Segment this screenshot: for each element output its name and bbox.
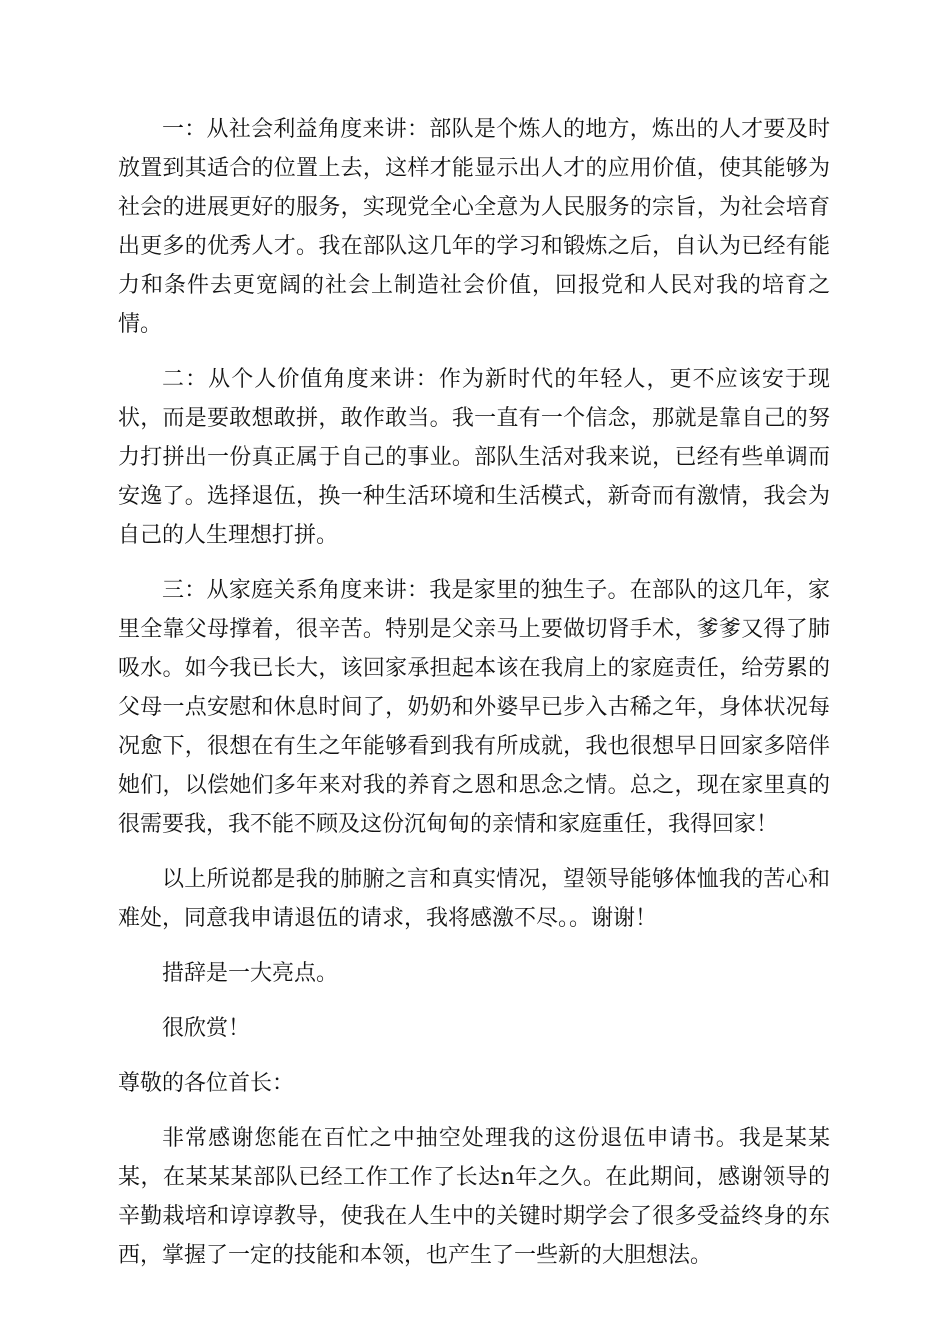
document-page xyxy=(118,110,830,1275)
comment-appreciation: 很欣赏！ xyxy=(162,1016,251,1041)
paragraph-social-benefit: 一：从社会利益角度来讲：部队是个炼人的地方，炼出的人才要及时放置到其适合的位置上去，这样才能显示出人才的应用价值，使其能够为社会的进展更好的服务，实现党全心全意为人民服务的宗旨，为社会培育出更多的优秀人才。我在部队这几年的学习和锻炼之后，自认为已经有能力和条件去更宽阔的社会上制造社会价值，回报党和人民对我的培育之情。 xyxy=(118,117,830,337)
paragraph-introduction: 非常感谢您能在百忙之中抽空处理我的这份退伍申请书。我是某某某，在某某某部队已经工作工作了长达n年之久。在此期间，感谢领导的辛勤栽培和谆谆教导，使我在人生中的关键时期学会了很多受益终身的东西，掌握了一定的技能和本领，也产生了一些新的大胆想法。 xyxy=(118,1126,830,1268)
comment-wording: 措辞是一大亮点。 xyxy=(162,961,339,986)
salutation: 尊敬的各位首长： xyxy=(118,1071,295,1096)
paragraph-family: 三：从家庭关系角度来讲：我是家里的独生子。在部队的这几年，家里全靠父母撑着，很辛苦。特别是父亲马上要做切肾手术，爹爹又得了肺吸水。如今我已长大，该回家承担起本该在我肩上的家庭责任，给劳累的父母一点安慰和休息时间了，奶奶和外婆早已步入古稀之年，身体状况每况愈下，很想在有生之年能够看到我有所成就，我也很想早日回家多陪伴她们，以偿她们多年来对我的养育之恩和思念之情。总之，现在家里真的很需要我，我不能不顾及这份沉甸甸的亲情和家庭重任，我得回家！ xyxy=(118,578,830,837)
paragraph-personal-value: 二：从个人价值角度来讲：作为新时代的年轻人，更不应该安于现状，而是要敢想敢拼，敢作敢当。我一直有一个信念，那就是靠自己的努力打拼出一份真正属于自己的事业。部队生活对我来说，已经有些单调而安逸了。选择退伍，换一种生活环境和生活模式，新奇而有激情，我会为自己的人生理想打拼。 xyxy=(118,367,830,548)
paragraph-closing: 以上所说都是我的肺腑之言和真实情况，望领导能够体恤我的苦心和难处，同意我申请退伍的请求，我将感激不尽。。谢谢！ xyxy=(118,867,830,931)
